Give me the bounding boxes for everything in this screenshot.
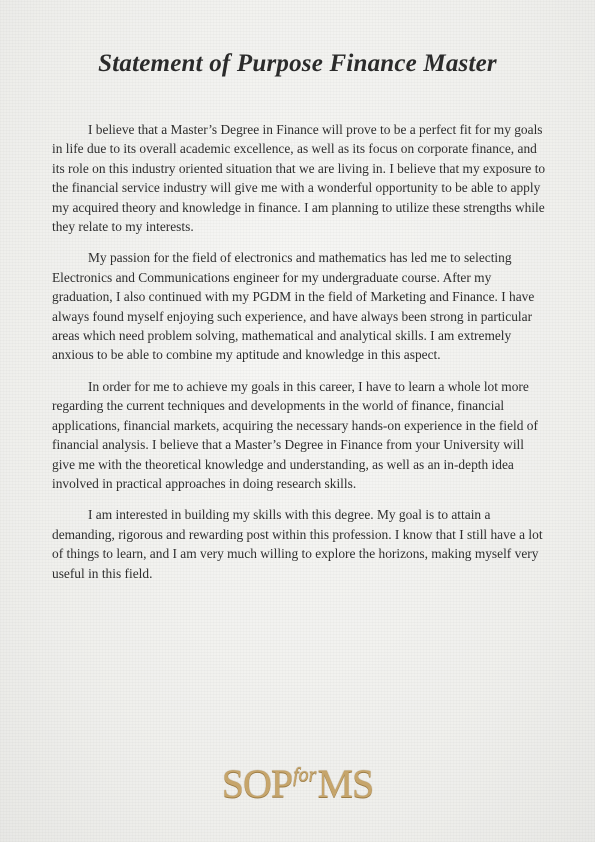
paragraph-3: In order for me to achieve my goals in this career, I have to learn a whole lot more regarding the current techniques and developments in the world of finance, financial applications, financial markets, acquiring the necessary hands-on experience in the field of financial analysis. I believe that a Master’s Degree in Finance from your University will give me with the theoretical knowledge and understanding, as well as an in-depth idea involved in practical approaches in doing research skills. (52, 378, 538, 491)
document-body (52, 120, 546, 595)
logo-text-ms: MS (317, 761, 374, 806)
brand-logo (0, 760, 595, 807)
document-title: Statement of Purpose Finance Master (98, 50, 497, 77)
logo-text-sop: SOP (221, 761, 293, 806)
paragraph-1: I believe that a Master’s Degree in Finance will prove to be a perfect fit for my goals in life due to its overall academic excellence, as well as its focus on corporate finance, and its role on this industry oriented situation that we are living in. I believe that my exposure to the financial service industry will give me with a wonderful opportunity to be able to apply my acquired theory and knowledge in finance. I am planning to utilize these strengths while they relate to my interests. (52, 122, 546, 235)
paragraph-4: I am interested in building my skills with this degree. My goal is to attain a demanding, rigorous and rewarding post within this profession. I know that I still have a lot of things to learn, and I am very much willing to explore the horizons, making myself very useful in this field. (52, 507, 543, 581)
paragraph-2: My passion for the field of electronics and mathematics has led me to selecting Electronics and Communications engineer for my undergraduate course. After my graduation, I also continued with my PGDM in the field of Marketing and Finance. I have always found myself enjoying such experience, and have always been strong in particular areas which need problem solving, mathematical and analytical skills. I am extremely anxious to be able to combine my aptitude and knowledge in this aspect. (52, 250, 535, 363)
logo-text-for: for (293, 764, 317, 786)
